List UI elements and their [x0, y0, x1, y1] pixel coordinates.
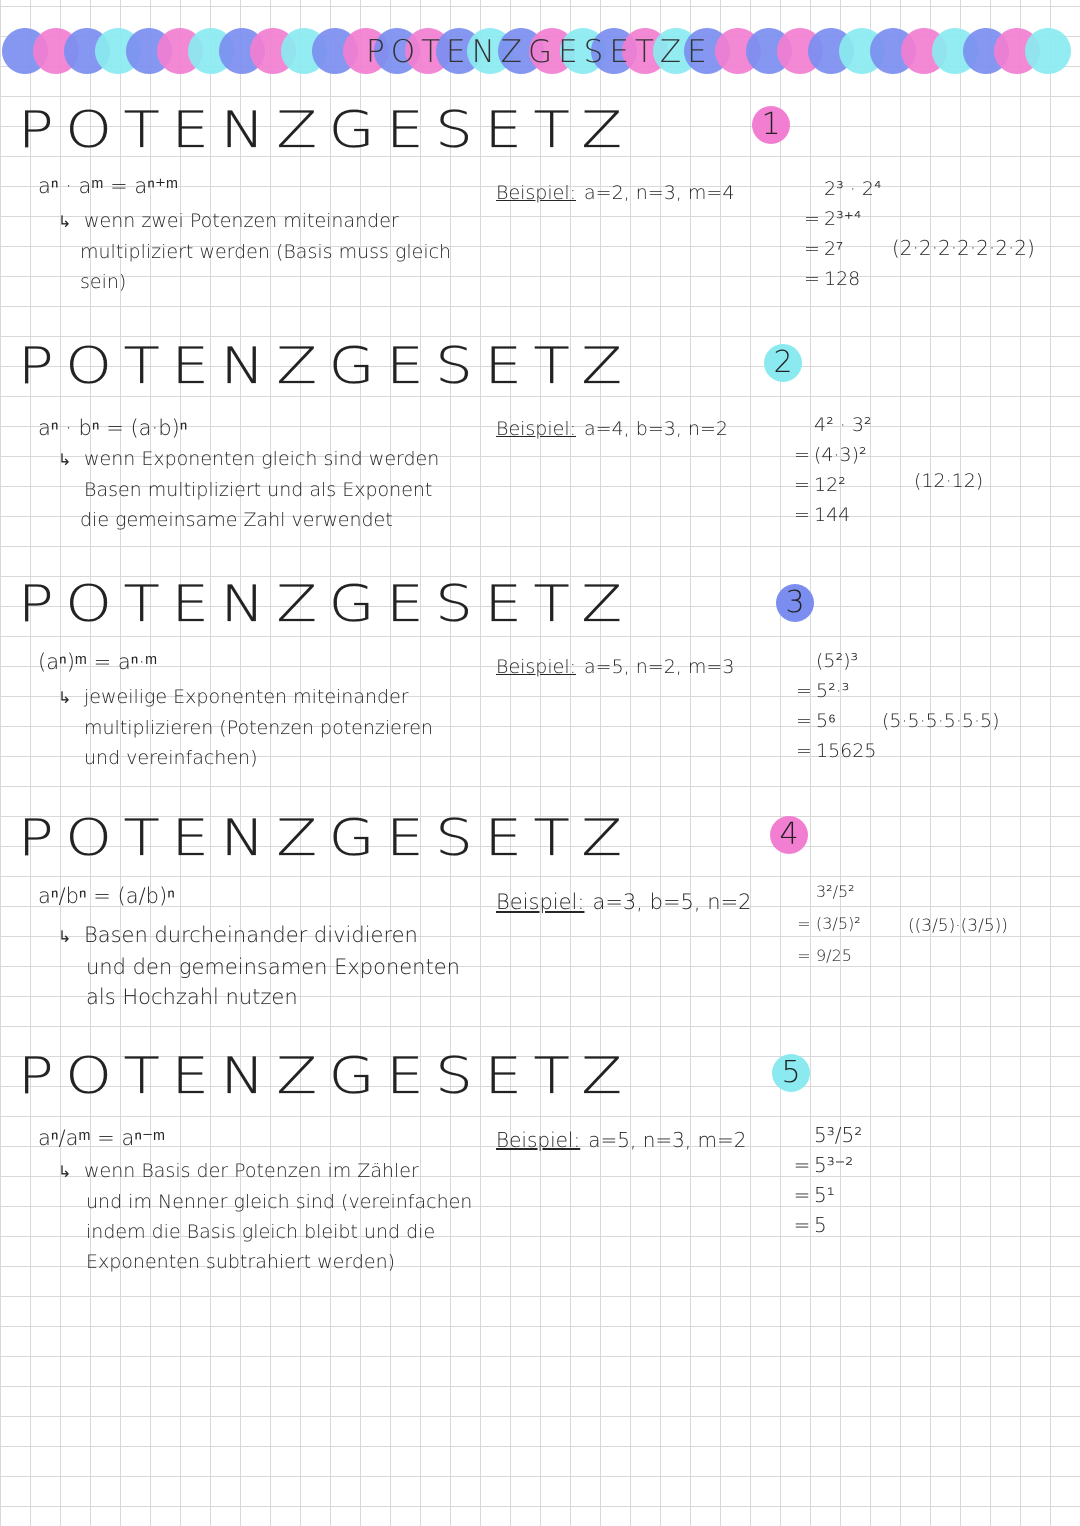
law-formula: (aⁿ)ᵐ = aⁿ·ᵐ — [38, 650, 158, 674]
calc-step: 2⁷ — [824, 238, 843, 260]
description-line: die gemeinsame Zahl verwendet — [80, 509, 393, 531]
law-formula: aⁿ · aᵐ = aⁿ⁺ᵐ — [38, 174, 179, 198]
description-line: wenn Basis der Potenzen im Zähler — [84, 1160, 419, 1182]
arrow-icon: ↳ — [58, 927, 72, 946]
calc-step: 5⁶ — [816, 710, 836, 732]
example-label: Beispiel: — [496, 418, 577, 440]
law-number-badge: 5 — [772, 1054, 810, 1092]
calculation: 2³ · 2⁴ = 2³⁺⁴ = 2⁷ = 128 — [804, 178, 882, 290]
calc-step: 15625 — [816, 740, 877, 762]
law-formula: aⁿ · bⁿ = (a·b)ⁿ — [38, 416, 188, 440]
law-description — [58, 1156, 472, 1277]
example — [496, 656, 734, 678]
example-label: Beispiel: — [496, 656, 577, 678]
law-title: POTENZGESETZ — [18, 809, 634, 867]
law-title: POTENZGESETZ — [18, 337, 634, 395]
calc-step: 3²/5² — [816, 882, 855, 901]
description-line: Exponenten subtrahiert werden) — [86, 1251, 396, 1273]
example-values: a=5, n=3, m=2 — [588, 1128, 747, 1152]
law-number-badge: 1 — [752, 106, 790, 144]
calc-step: 5³/5² — [814, 1123, 863, 1147]
law-description — [58, 206, 451, 297]
description-line: jeweilige Exponenten miteinander — [84, 686, 409, 708]
decorative-dot — [1025, 28, 1071, 74]
law-description — [58, 444, 439, 535]
page-title: POTENZGESETZE — [366, 34, 713, 70]
law-section-4 — [0, 809, 1080, 1022]
example — [496, 890, 752, 914]
calculation: 3²/5² = (3/5)² = 9/25 — [797, 882, 861, 965]
arrow-icon: ↳ — [58, 688, 72, 707]
calc-expansion: (5·5·5·5·5·5) — [882, 710, 1000, 732]
calc-step: 5³⁻² — [814, 1153, 854, 1177]
law-section-2 — [0, 337, 1080, 550]
example-label: Beispiel: — [496, 182, 577, 204]
law-number-badge: 4 — [770, 816, 808, 854]
law-description — [58, 920, 460, 1012]
header-banner — [0, 20, 1080, 84]
calculation: (5²)³ = 5²·³ = 5⁶ = 15625 — [796, 650, 877, 762]
description-line: indem die Basis gleich bleibt und die — [86, 1221, 436, 1243]
description-line: Basen multipliziert und als Exponent — [84, 479, 433, 501]
calc-expansion: ((3/5)·(3/5)) — [908, 916, 1008, 936]
law-description — [58, 682, 433, 773]
description-line: und vereinfachen) — [84, 747, 258, 769]
example — [496, 418, 728, 440]
calc-step: 2³ · 2⁴ — [824, 178, 882, 200]
law-section-3 — [0, 575, 1080, 788]
calc-step: (3/5)² — [816, 914, 861, 933]
calc-step: 5¹ — [814, 1183, 835, 1207]
example-values: a=4, b=3, n=2 — [584, 418, 728, 440]
law-title: POTENZGESETZ — [18, 101, 634, 159]
description-line: und im Nenner gleich sind (vereinfachen — [86, 1191, 473, 1213]
description-line: multipliziert werden (Basis muss gleich — [80, 241, 452, 263]
arrow-icon: ↳ — [58, 212, 72, 231]
arrow-icon: ↳ — [58, 450, 72, 469]
calc-step: 5 — [814, 1213, 827, 1237]
example-label: Beispiel: — [496, 1128, 581, 1152]
example-values: a=5, n=2, m=3 — [584, 656, 735, 678]
calc-step: (5²)³ — [816, 650, 859, 672]
example — [496, 1128, 747, 1152]
calc-step: 128 — [824, 268, 861, 290]
law-formula: aⁿ/bⁿ = (a/b)ⁿ — [38, 884, 175, 908]
calc-step: 12² — [814, 474, 846, 496]
calc-step: 144 — [814, 504, 851, 526]
law-title: POTENZGESETZ — [18, 1047, 634, 1105]
calc-step: 4² · 3² — [814, 414, 872, 436]
calc-expansion: (12·12) — [914, 470, 984, 492]
arrow-icon: ↳ — [58, 1162, 72, 1181]
description-line: und den gemeinsamen Exponenten — [86, 955, 460, 979]
calc-step: 5²·³ — [816, 680, 850, 702]
calc-step: 9/25 — [816, 946, 852, 965]
description-line: Basen durcheinander dividieren — [84, 923, 418, 947]
description-line: sein) — [80, 271, 127, 293]
example-values: a=2, n=3, m=4 — [584, 182, 735, 204]
example-label: Beispiel: — [496, 890, 585, 914]
description-line: als Hochzahl nutzen — [86, 985, 298, 1009]
calculation: 4² · 3² = (4·3)² = 12² = 144 — [794, 414, 872, 526]
calc-step: 2³⁺⁴ — [824, 208, 862, 230]
calculation: 5³/5² = 5³⁻² = 5¹ = 5 — [793, 1123, 863, 1237]
description-line: wenn Exponenten gleich sind werden — [84, 448, 440, 470]
description-line: multiplizieren (Potenzen potenzieren — [84, 717, 433, 739]
example-values: a=3, b=5, n=2 — [592, 890, 752, 914]
law-section-5 — [0, 1047, 1080, 1290]
law-section-1 — [0, 101, 1080, 314]
law-formula: aⁿ/aᵐ = aⁿ⁻ᵐ — [38, 1126, 166, 1150]
description-line: wenn zwei Potenzen miteinander — [84, 210, 399, 232]
law-number-badge: 2 — [764, 344, 802, 382]
calc-step: (4·3)² — [814, 444, 867, 466]
example — [496, 182, 734, 204]
law-number-badge: 3 — [776, 584, 814, 622]
calc-expansion: (2·2·2·2·2·2·2) — [892, 236, 1035, 260]
law-title: POTENZGESETZ — [18, 575, 634, 633]
